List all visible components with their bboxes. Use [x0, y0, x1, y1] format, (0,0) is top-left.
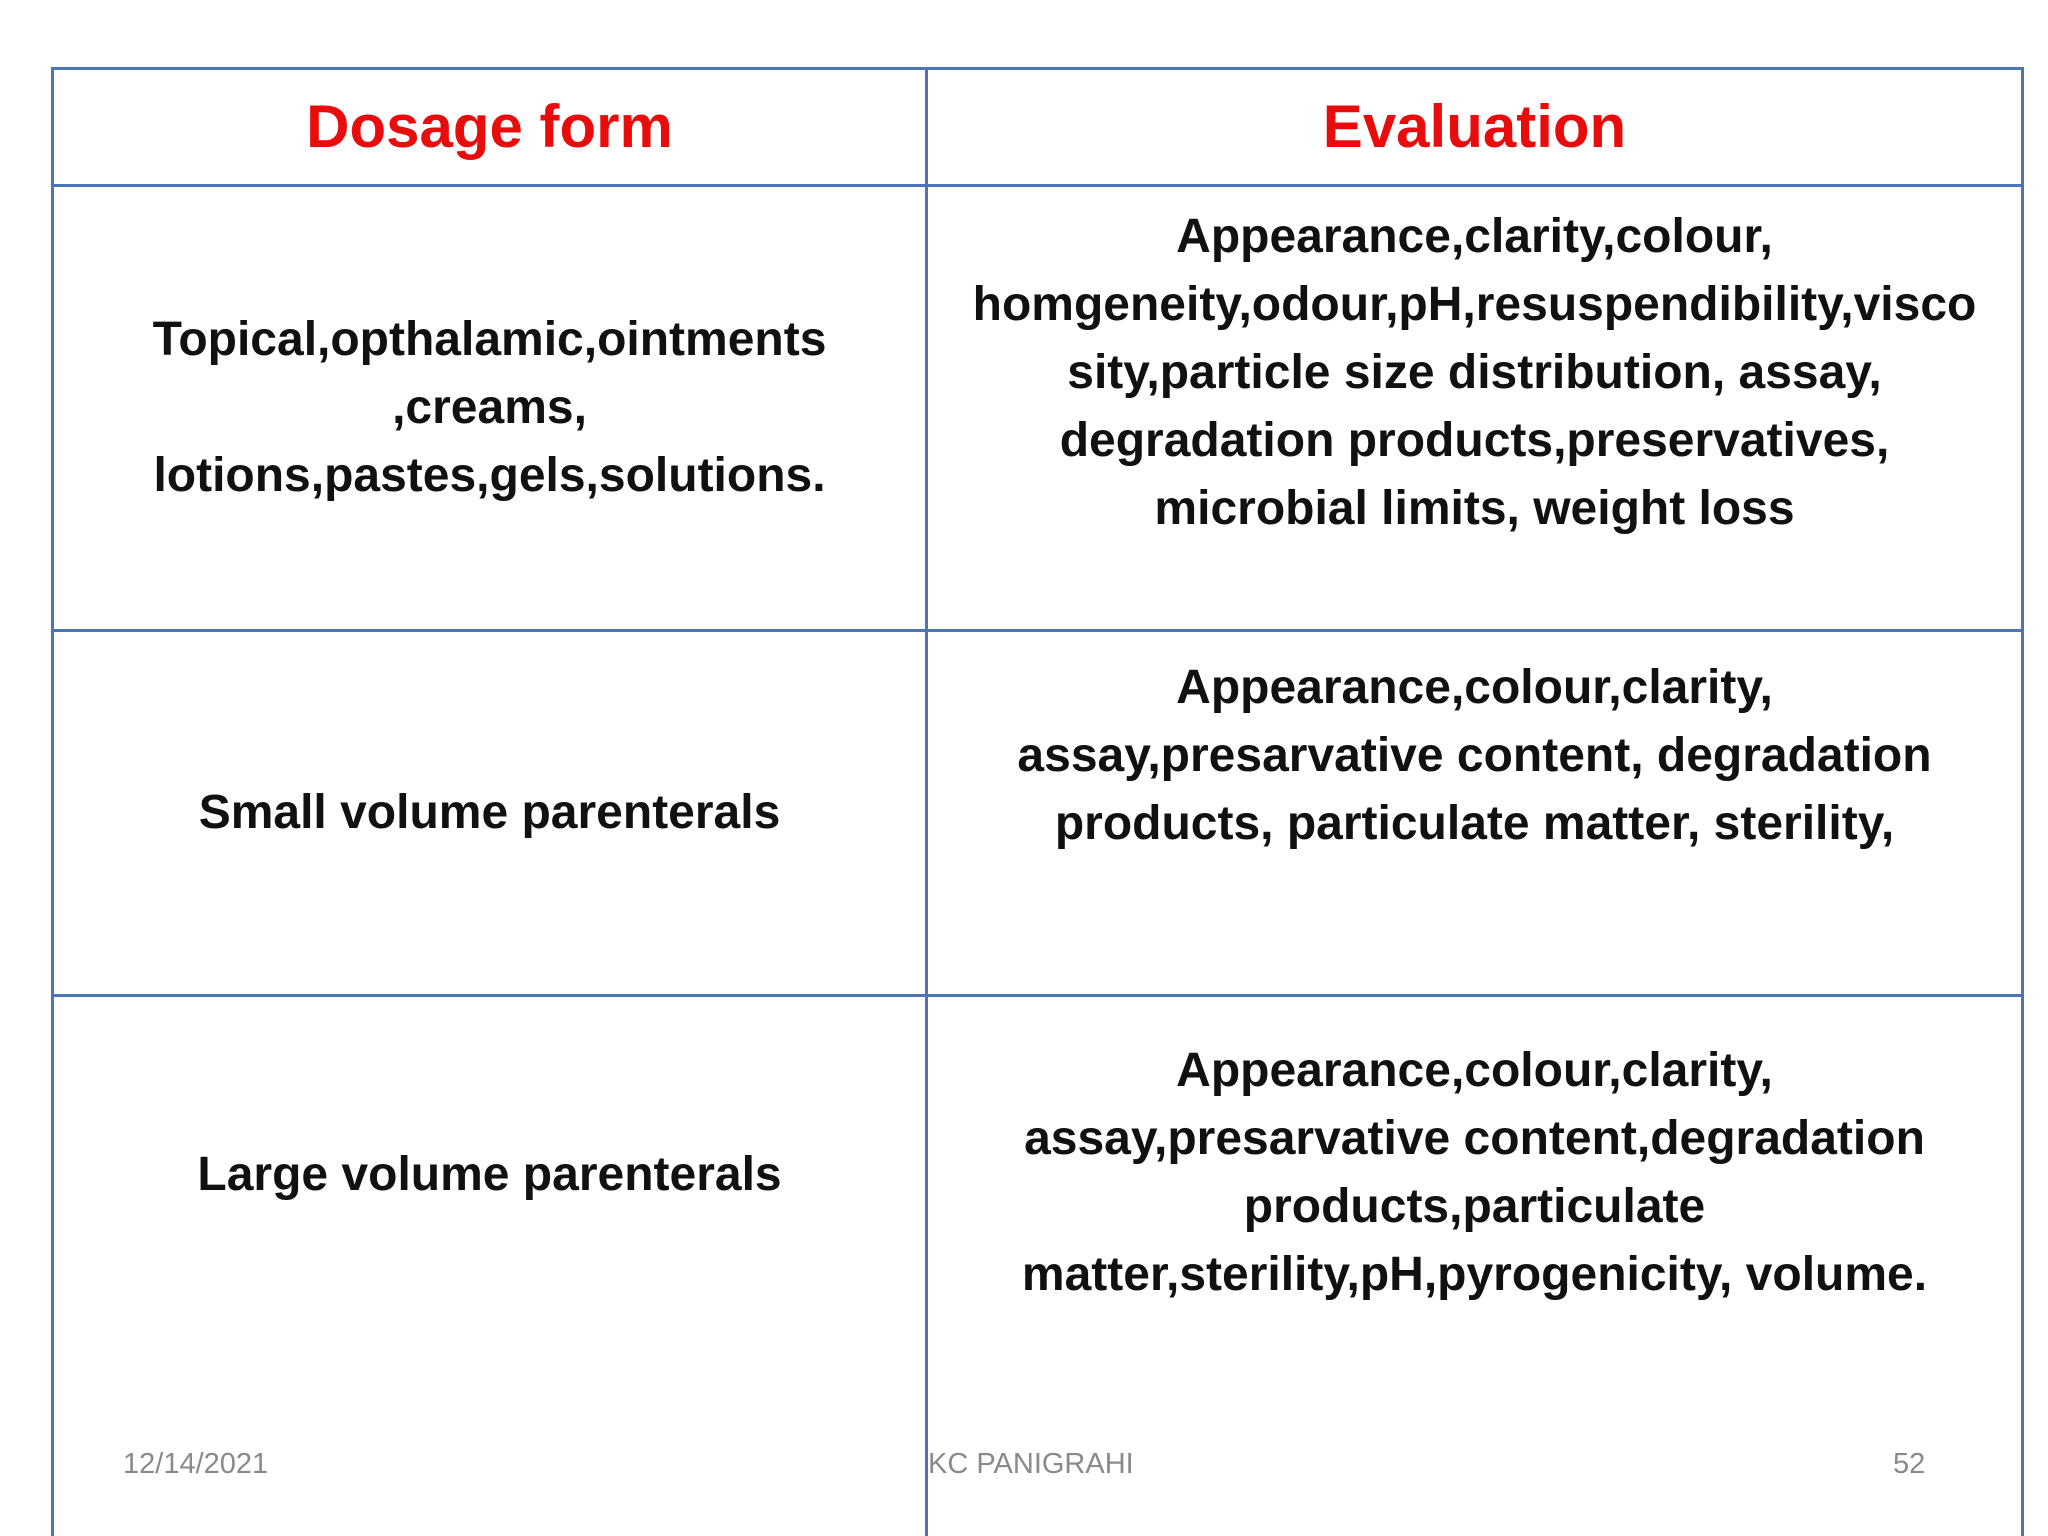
table-header-row [53, 69, 2023, 186]
evaluation-cell: Appearance,clarity,colour, homgeneity,odour,pH,resuspendibility,visco sity,particle size distribution, assay, degradation products,preservatives, microbial limits, weight loss [927, 186, 2023, 631]
footer-author: KC PANIGRAHI [928, 1448, 1134, 1480]
evaluation-cell: Appearance,colour,clarity, assay,presarvative content,degradation products,particulate matter,sterility,pH,pyrogenicity, volume. [927, 996, 2023, 1536]
header-dosage-form: Dosage form [53, 69, 927, 186]
header-evaluation: Evaluation [927, 69, 2023, 186]
footer-page-number: 52 [1893, 1448, 1926, 1480]
dosage-form-cell: Large volume parenterals [53, 996, 927, 1536]
table-row [53, 186, 2023, 631]
dosage-evaluation-table [51, 67, 2024, 1536]
table-row [53, 631, 2023, 996]
footer-date: 12/14/2021 [123, 1448, 269, 1480]
dosage-form-cell: Topical,opthalamic,ointments ,creams, lotions,pastes,gels,solutions. [53, 186, 927, 631]
evaluation-cell: Appearance,colour,clarity, assay,presarvative content, degradation products, particulate matter, sterility, [927, 631, 2023, 996]
dosage-form-cell: Small volume parenterals [53, 631, 927, 996]
